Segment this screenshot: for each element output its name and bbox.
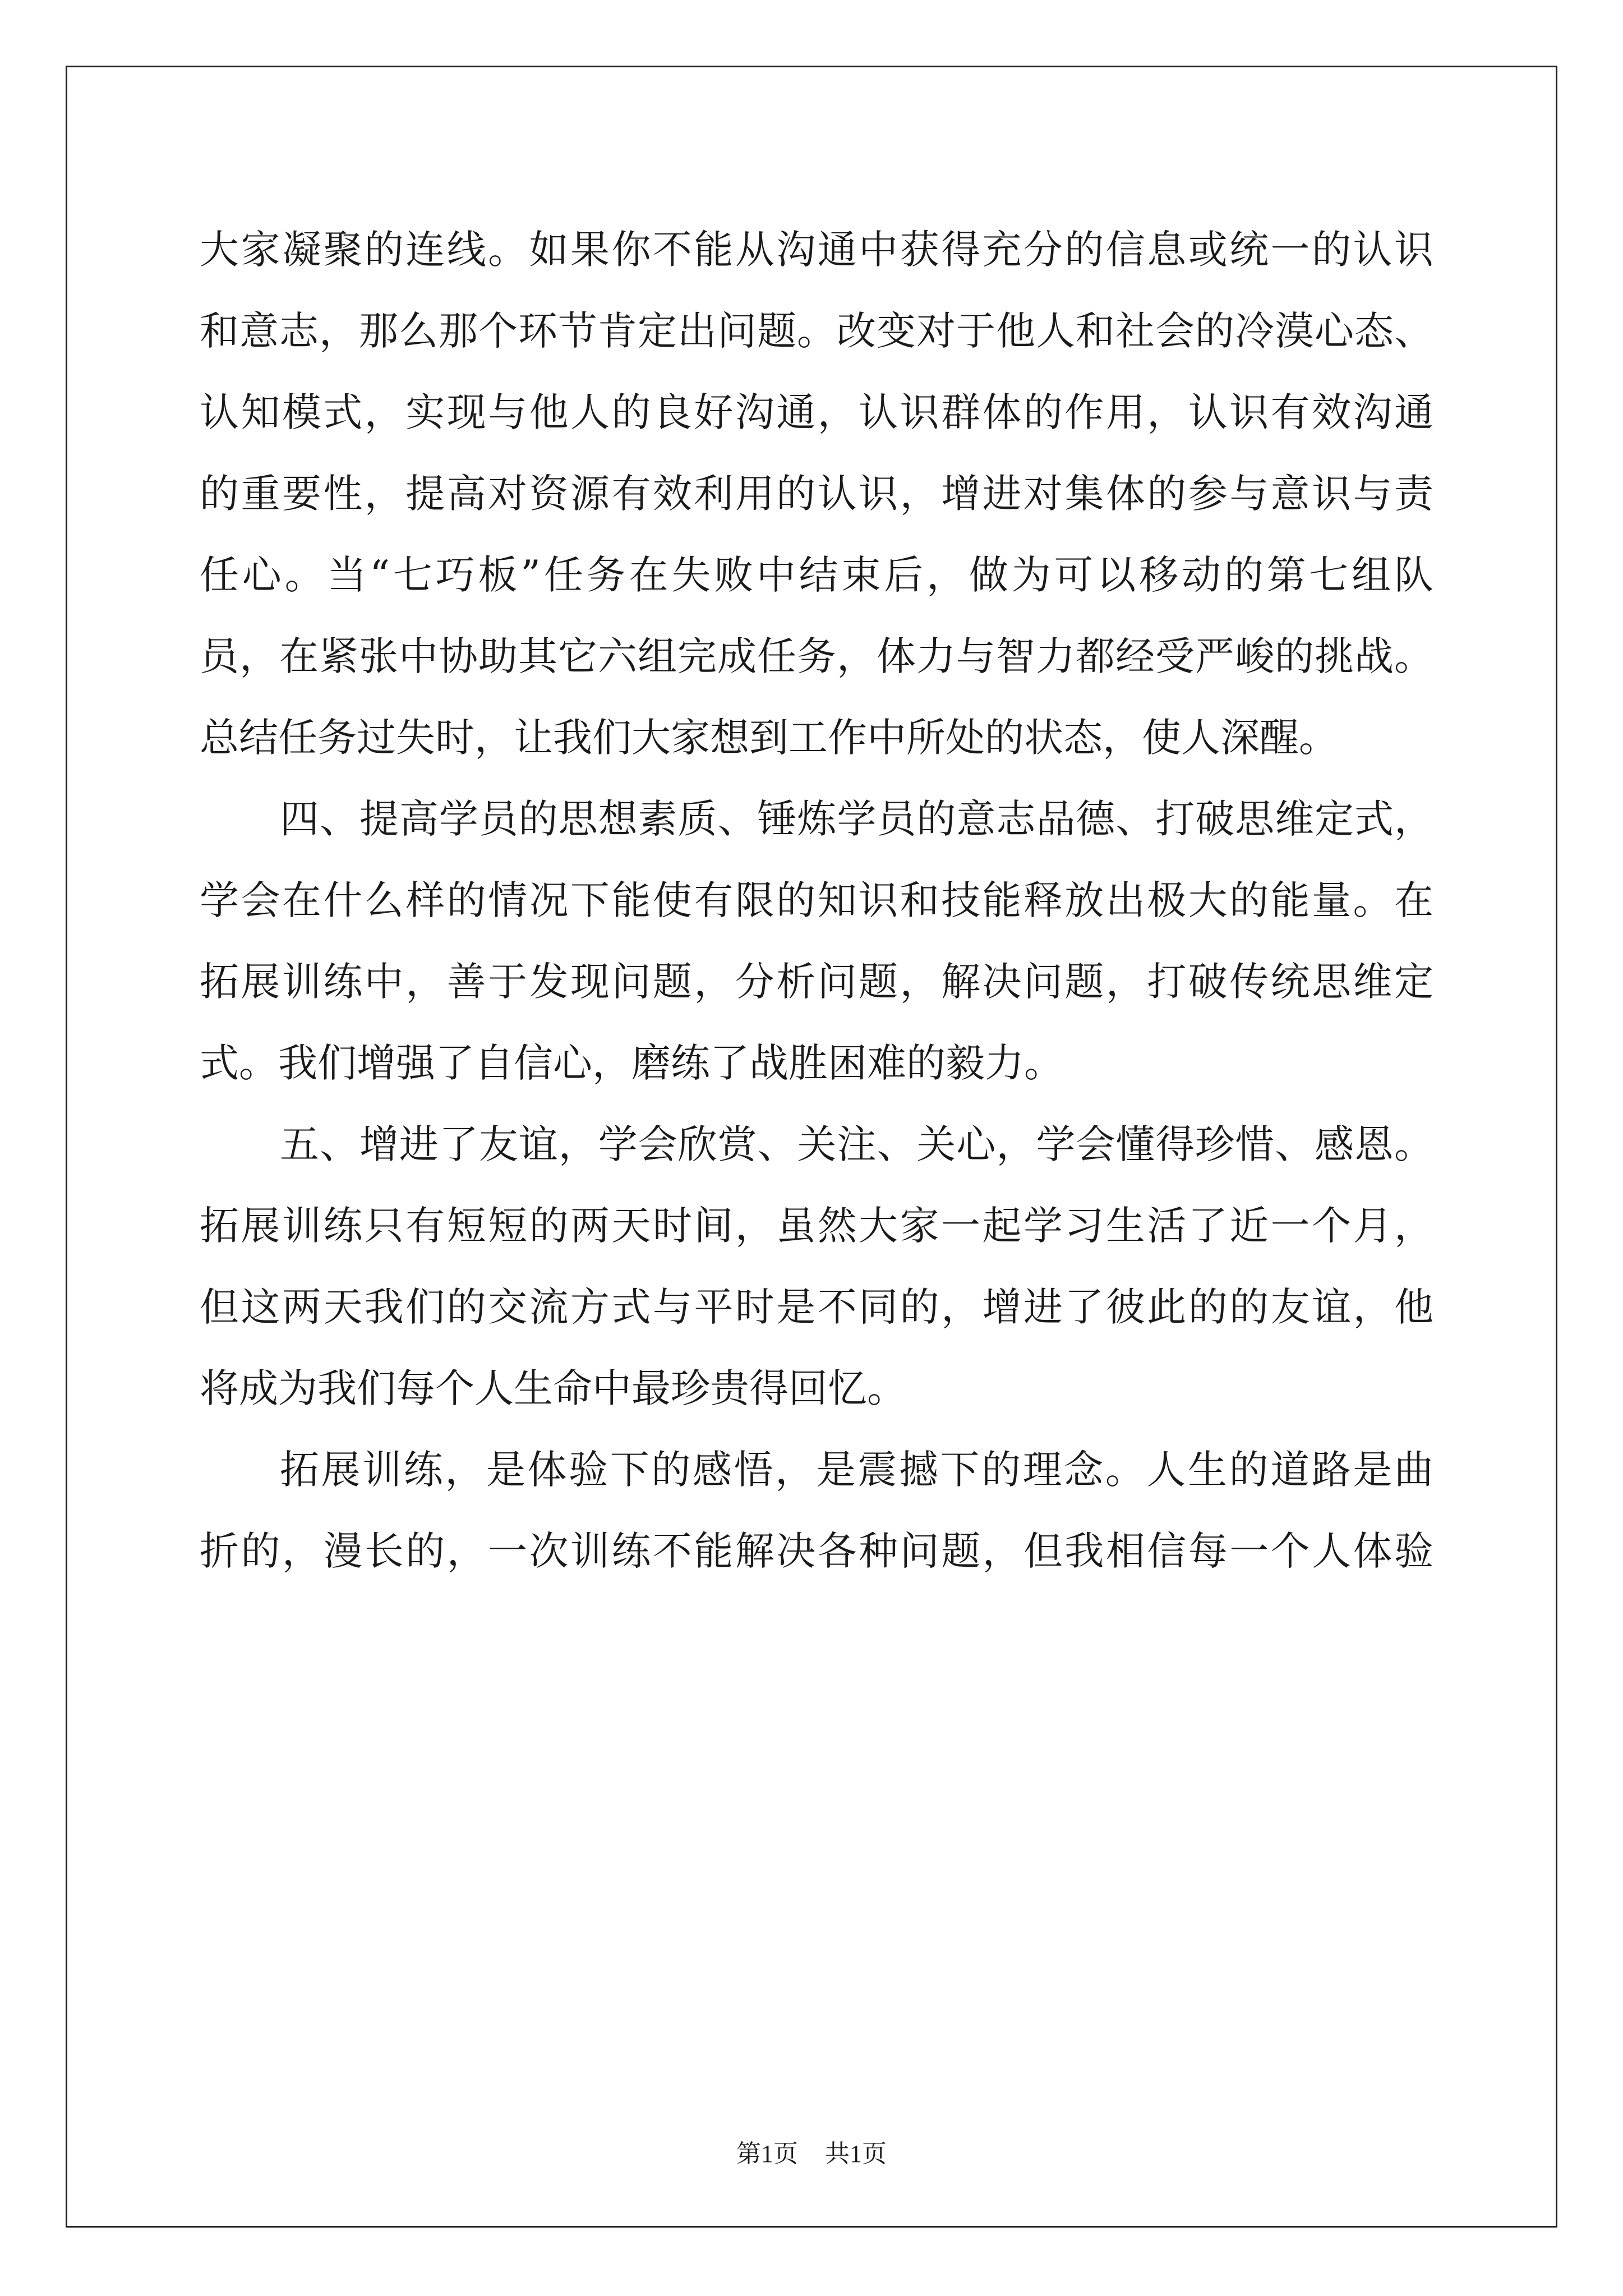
text-line: 大家凝聚的连线。如果你不能从沟通中获得充分的信息或统一的认识 <box>200 227 1433 273</box>
text-line: 拓展训练只有短短的两天时间，虽然大家一起学习生活了近一个月， <box>200 1203 1433 1249</box>
text-line: 四、提高学员的思想素质、锤炼学员的意志品德、打破思维定式， <box>280 796 1433 842</box>
text-line: 员，在紧张中协助其它六组完成任务，体力与智力都经受严峻的挑战。 <box>200 633 1433 679</box>
text-line: 和意志，那么那个环节肯定出问题。改变对于他人和社会的冷漠心态、 <box>200 308 1433 354</box>
text-line: 学会在什么样的情况下能使有限的知识和技能释放出极大的能量。在 <box>200 877 1433 923</box>
text-line: 但这两天我们的交流方式与平时是不同的，增进了彼此的的友谊，他 <box>200 1284 1433 1330</box>
page-total: 共1页 <box>825 2140 887 2168</box>
page-number: 第1页 <box>736 2140 798 2168</box>
text-line: 式。我们增强了自信心，磨练了战胜困难的毅力。 <box>200 1040 1063 1086</box>
text-line: 总结任务过失时，让我们大家想到工作中所处的状态，使人深醒。 <box>200 715 1338 761</box>
text-line: 认知模式，实现与他人的良好沟通，认识群体的作用，认识有效沟通 <box>200 389 1433 435</box>
text-line: 五、增进了友谊，学会欣赏、关注、关心，学会懂得珍惜、感恩。 <box>280 1121 1433 1167</box>
text-line: 的重要性，提高对资源有效利用的认识，增进对集体的参与意识与责 <box>200 471 1433 517</box>
text-line: 将成为我们每个人生命中最珍贵得回忆。 <box>200 1365 906 1411</box>
text-line: 折的，漫长的，一次训练不能解决各种问题，但我相信每一个人体验 <box>200 1528 1433 1574</box>
page-footer <box>0 2137 1623 2171</box>
text-line: 拓展训练中，善于发现问题，分析问题，解决问题，打破传统思维定 <box>200 959 1433 1005</box>
text-line: 拓展训练，是体验下的感悟，是震撼下的理念。人生的道路是曲 <box>280 1447 1433 1493</box>
text-line: 任心。当“七巧板”任务在失败中结束后，做为可以移动的第七组队 <box>200 552 1433 598</box>
